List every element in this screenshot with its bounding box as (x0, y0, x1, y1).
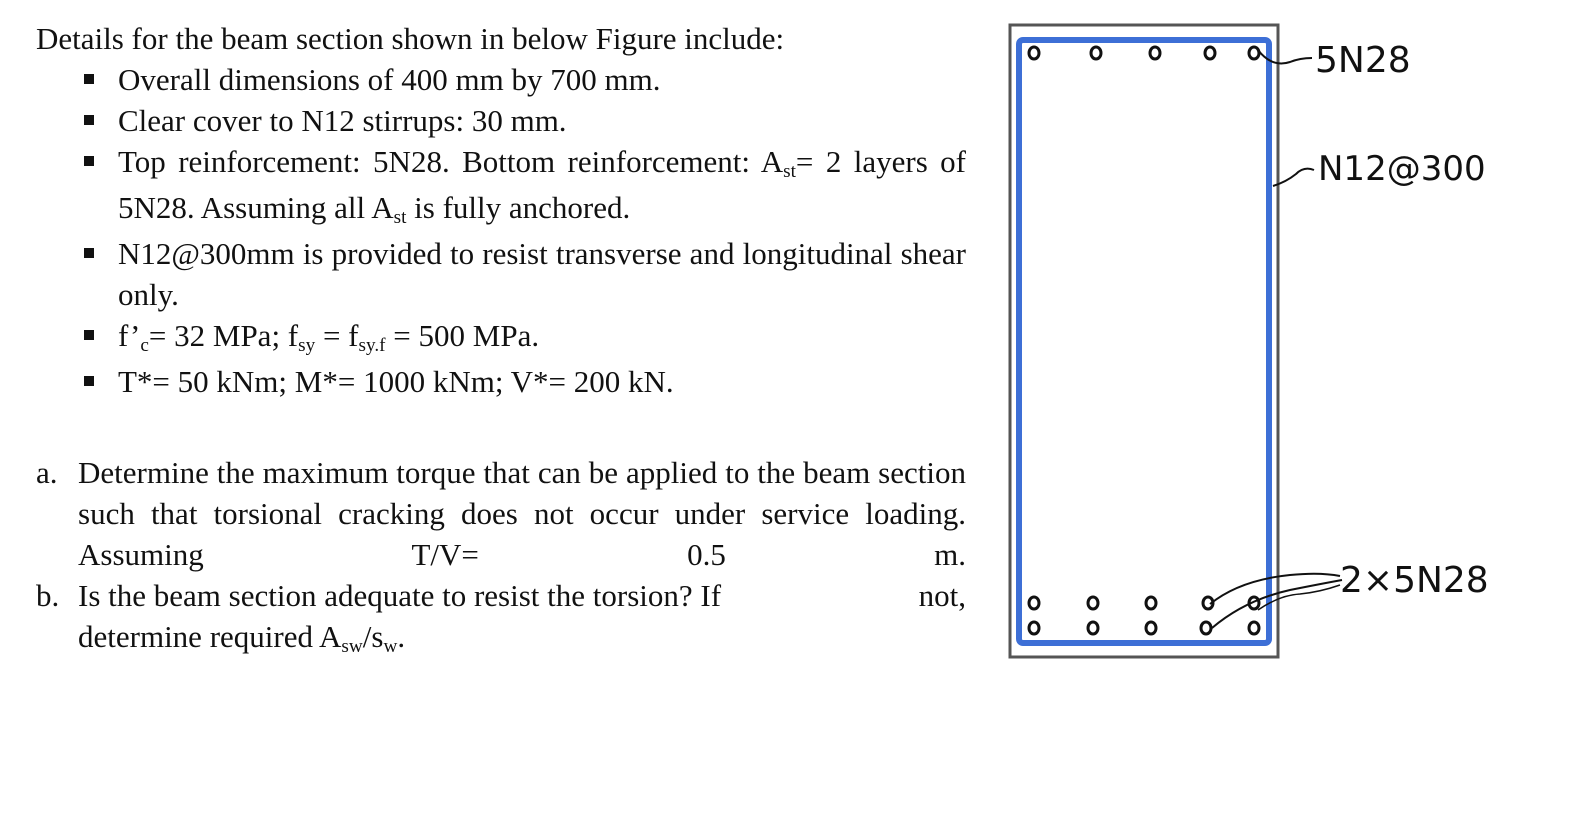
mat-text-4: = 500 MPa. (385, 318, 540, 353)
question-a-text: Determine the maximum torque that can be applied to the beam section such that torsional cracking does not occur under service loading. Assuming T/V= 0.5 m. (78, 455, 966, 572)
bottom-bar (1029, 622, 1039, 634)
top-bar (1091, 47, 1101, 59)
details-list (36, 59, 966, 402)
leader-bottom-1 (1210, 574, 1340, 604)
reinf-sub-st-2: st (393, 207, 407, 229)
top-bar (1150, 47, 1160, 59)
concrete-outline (1010, 25, 1278, 657)
question-b-sub-sw: sw (341, 636, 363, 658)
detail-materials (36, 315, 966, 361)
detail-cover (36, 100, 966, 141)
detail-actions (36, 361, 966, 402)
question-a (36, 452, 966, 575)
stirrup (1019, 40, 1269, 643)
question-b (36, 575, 966, 662)
reinf-sub-st-1: st (783, 161, 796, 183)
question-b-text-2: not, (918, 578, 966, 613)
bottom-bar (1249, 622, 1259, 634)
bottom-bar (1088, 622, 1098, 634)
detail-dimensions-text: Overall dimensions of 400 mm by 700 mm. (118, 62, 661, 97)
detail-actions-text: T*= 50 kNm; M*= 1000 kNm; V*= 200 kN. (118, 364, 674, 399)
questions-list (36, 452, 966, 662)
reinf-text-1: Top reinforcement: 5N28. Bottom reinforcement: A (118, 144, 784, 179)
problem-text (36, 18, 966, 662)
detail-dimensions (36, 59, 966, 100)
question-b-line2 (78, 616, 966, 662)
bottom-bar (1201, 622, 1211, 634)
detail-shear-reinforcement (36, 233, 966, 315)
mat-text-3: = f (315, 318, 359, 353)
mat-text-2: = 32 MPa; f (148, 318, 299, 353)
top-bar (1249, 47, 1259, 59)
top-bars (1029, 47, 1259, 59)
question-b-text-5: . (397, 619, 406, 654)
question-b-text-3: determine required A (78, 619, 342, 654)
beam-section-figure (990, 10, 1550, 670)
mat-sub-sy: sy (298, 335, 316, 357)
intro-sentence: Details for the beam section shown in below Figure include: (36, 21, 785, 56)
question-a-marker: a. (36, 455, 58, 490)
detail-reinforcement (36, 141, 966, 233)
bottom-bar (1146, 622, 1156, 634)
bottom-bar (1029, 597, 1039, 609)
top-bar (1205, 47, 1215, 59)
mat-text-1: f’ (118, 318, 141, 353)
bottom-bar (1146, 597, 1156, 609)
reinf-text-3: is fully anchored. (406, 190, 631, 225)
top-bar (1029, 47, 1039, 59)
question-b-sub-w: w (383, 636, 398, 658)
mat-sub-syf: sy.f (358, 335, 386, 357)
detail-shear-text: N12@300mm is provided to resist transverse and longitudinal shear only. (118, 236, 966, 312)
bottom-bars (1029, 597, 1259, 634)
question-b-text-1: Is the beam section adequate to resist the torsion? If (78, 578, 722, 613)
bottom-bar (1088, 597, 1098, 609)
label-stirrups: N12@300 (1318, 149, 1486, 189)
mat-sub-c: c (140, 335, 149, 357)
detail-cover-text: Clear cover to N12 stirrups: 30 mm. (118, 103, 567, 138)
reinf-text-2: = 2 layers of 5N28. Assuming all A (118, 144, 966, 225)
question-b-text-4: /s (362, 619, 384, 654)
label-top-bars: 5N28 (1315, 40, 1411, 81)
question-b-line1 (78, 575, 966, 616)
question-b-marker: b. (36, 578, 60, 613)
label-bottom-bars: 2×5N28 (1340, 560, 1489, 601)
